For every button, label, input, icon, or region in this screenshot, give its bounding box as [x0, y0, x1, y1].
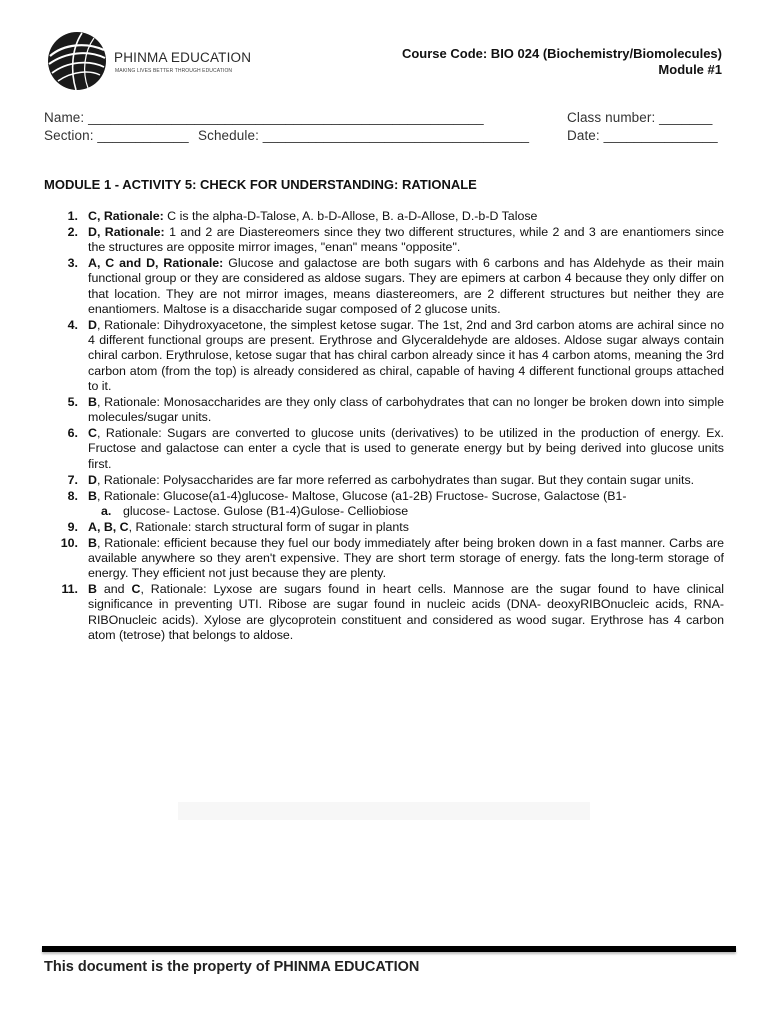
item-answer: A, C and D, Rationale: — [88, 256, 224, 271]
section-field: Section: ____________ — [44, 128, 189, 143]
list-item — [44, 395, 724, 426]
answer-list — [44, 209, 724, 644]
phinma-globe-icon — [46, 30, 108, 92]
course-code: Course Code: BIO 024 (Biochemistry/Biomolecules) — [401, 46, 722, 61]
footer-notice: This document is the property of PHINMA EDUCATION — [44, 959, 420, 975]
item-text: , Rationale: Sugars are converted to glucose units (derivatives) to be utilized in the production of energy. Ex. Fructose and galactose can enter a cycle that is used to generate energy but by being derived into glucose units first. — [88, 426, 724, 471]
logo-tagline: MAKING LIVES BETTER THROUGH EDUCATION — [115, 68, 233, 74]
list-item — [44, 225, 724, 256]
item-number: 1. — [67, 209, 78, 223]
item-connector: and — [96, 582, 132, 597]
footer-divider — [42, 946, 736, 952]
list-item — [44, 520, 724, 535]
name-field: Name: ____________________________________________________ — [44, 110, 484, 125]
item-number: 4. — [67, 317, 78, 332]
item-text: Glucose and galactose are both sugars with 6 carbons and has Aldehyde as their main functional group or they are considered as aldose sugars. They are epimers at carbon 4 because they only differ on that location. They are not mirror images, means diastereomers, are 2 different structures but neither they are enantiomers. Maltose is a disaccharide sugar composed of 2 glucose units. — [88, 256, 724, 316]
item-answer: B — [88, 394, 97, 409]
item-number: 8. — [67, 488, 78, 503]
list-item — [44, 489, 724, 504]
item-answer: D, Rationale: — [88, 224, 165, 239]
sub-list-item — [44, 504, 724, 519]
item-answer: B — [88, 535, 97, 550]
list-item — [44, 536, 724, 582]
item-number: 5. — [67, 394, 78, 409]
list-item — [44, 426, 724, 472]
course-header — [402, 46, 722, 78]
sub-item-text: glucose- Lactose. Gulose (B1-4)Gulose- Celliobiose — [123, 504, 409, 519]
schedule-field: Schedule: ___________________________________ — [198, 128, 530, 143]
item-text: 1 and 2 are Diastereomers since they two different structures, while 2 and 3 are enantiomers since the structures are opposite mirror images, "enan" means "opposite". — [88, 224, 724, 255]
item-number: 11. — [61, 582, 78, 597]
item-text: , Rationale: Dihydroxyacetone, the simplest ketose sugar. The 1st, 2nd and 3rd carbon atoms are achiral since no 4 different functional groups are present. Erythrose and Glyceraldehyde are aldoses. Aldose sugar always contain chiral carbon. Erythrulose, ketose sugar that has chiral carbon already since it has 4 carbon atoms, meaning the 3rd carbon atom (from the top) is already considered as chiral, capable of having 4 different functional groups attached to it. — [88, 317, 724, 394]
item-text: C is the alpha-D-Talose, A. b-D-Allose, B. a-D-Allose, D.-b-D Talose — [163, 209, 538, 223]
item-text: , Rationale: Polysaccharides are far more referred as carbohydrates than sugar. But they contain sugar units. — [96, 472, 695, 487]
item-number: 10. — [60, 535, 78, 550]
module-number: Module #1 — [658, 62, 722, 77]
item-number: 7. — [67, 472, 78, 487]
item-answer: A, B, C — [88, 519, 129, 534]
item-answer: C — [88, 426, 97, 441]
list-item — [44, 256, 724, 317]
item-text: , Rationale: efficient because they fuel our body immediately after being broken down in a fast manner. Carbs are available anywhere so they aren't expensive. They are short term storage of energy. fats the long-term storage of energy. They efficient not just because they are plenty. — [88, 535, 724, 581]
phinma-logo — [46, 30, 252, 92]
item-text: , Rationale: Lyxose are sugars found in heart cells. Mannose are the sugar found to have clinical significance in preventing UTI. Ribose are sugar found in nucleic acids (DNA- deoxyRIBOnucleic acids, RNA- RIBOnucleic acids). Xylose are glycoprotein constituent and considered as wood sugar. Erythrose has 4 carbon atom (tetrose) that belongs to aldose. — [88, 582, 724, 642]
list-item — [44, 582, 724, 643]
item-answer-2: C — [131, 582, 141, 597]
item-answer: B — [88, 582, 97, 597]
class-number-field: Class number: _______ — [567, 110, 713, 125]
item-text: , Rationale: starch structural form of sugar in plants — [128, 519, 409, 534]
item-text: , Rationale: Glucose(a1-4)glucose- Maltose, Glucose (a1-2B) Fructose- Sucrose, Galactose (B1- — [96, 488, 627, 503]
logo-org-name: PHINMA EDUCATION — [114, 50, 252, 65]
item-answer: D — [88, 317, 97, 332]
item-text: , Rationale: Monosaccharides are they only class of carbohydrates that can no longer be broken down into simple molecules/sugar units. — [88, 394, 724, 425]
item-number: 9. — [67, 519, 78, 534]
list-item — [44, 473, 724, 488]
date-field: Date: _______________ — [567, 128, 718, 143]
item-answer: C, Rationale: — [88, 209, 164, 223]
sub-item-letter: a. — [101, 504, 112, 519]
item-number: 3. — [67, 256, 78, 271]
item-number: 2. — [67, 224, 78, 239]
item-answer: B — [88, 488, 97, 503]
list-item — [44, 209, 724, 224]
item-number: 6. — [67, 426, 78, 441]
list-item — [44, 318, 724, 394]
item-answer: D — [88, 472, 97, 487]
activity-title: MODULE 1 - ACTIVITY 5: CHECK FOR UNDERSTANDING: RATIONALE — [44, 177, 477, 192]
faint-blank-strip — [178, 802, 590, 820]
